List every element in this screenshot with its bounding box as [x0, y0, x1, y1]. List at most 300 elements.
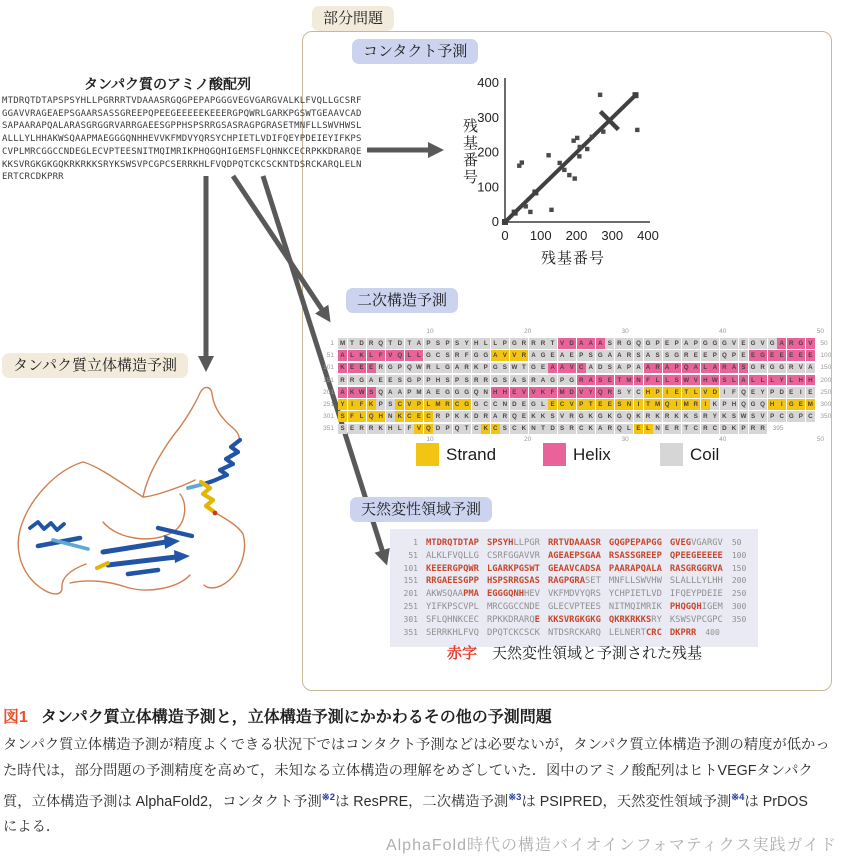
disorder-group: ALKLFVQLLG	[426, 550, 479, 561]
disorder-group: SPSYHLLPGR	[486, 538, 540, 548]
ss-cell: A	[558, 350, 567, 361]
ss-cell: D	[777, 387, 786, 398]
ss-cell: F	[729, 387, 738, 398]
ss-cell: S	[453, 338, 462, 349]
ss-cell: A	[586, 338, 595, 349]
alpha-helix-yellow	[201, 482, 213, 511]
ss-cell: E	[739, 338, 748, 349]
ss-cell: E	[663, 338, 672, 349]
ss-cell: T	[548, 338, 557, 349]
ss-cell: D	[567, 338, 576, 349]
disorder-group: AGEAEPSGAA	[547, 550, 601, 561]
ss-cell: Y	[338, 399, 347, 410]
ss-cell: C	[710, 424, 719, 435]
ss-cell: E	[414, 411, 423, 422]
ss-cell: G	[758, 350, 767, 361]
protein-ribbon-diagram	[8, 382, 268, 612]
ss-cell: T	[538, 424, 547, 435]
ss-cell: G	[443, 363, 452, 374]
ss-cell: P	[691, 338, 700, 349]
ss-cell: G	[701, 338, 710, 349]
ss-cell: G	[472, 399, 481, 410]
ss-cell: F	[462, 350, 471, 361]
sequence-line: ALLLYLHHAKWSQAAPMAEGGGQNHHEVVKFMDVYQRSYCHPIETLVDIFQEYPDEIEYIFKPS	[2, 134, 362, 145]
ss-cell: L	[395, 424, 404, 435]
ss-cell: E	[548, 350, 557, 361]
ss-cell: G	[462, 387, 471, 398]
ss-cell: Q	[720, 350, 729, 361]
ss-cell: S	[500, 363, 509, 374]
ss-cell: H	[768, 399, 777, 410]
ss-cell: P	[405, 387, 414, 398]
ss-cell: S	[749, 411, 758, 422]
ss-cell: K	[682, 411, 691, 422]
ss-cell: G	[710, 338, 719, 349]
disorder-group: QKRKRKKSRY	[608, 614, 662, 625]
ss-cell: Y	[462, 338, 471, 349]
ss-cell: W	[358, 388, 365, 396]
ss-cell: E	[806, 350, 815, 361]
ss-cell: P	[720, 399, 729, 410]
disorder-group: RRTVDAAASR	[547, 538, 601, 548]
ss-cell: S	[443, 375, 452, 386]
ss-cell: V	[558, 338, 567, 349]
disorder-table	[390, 529, 758, 647]
ss-cell: A	[338, 350, 347, 361]
ss-cell: R	[338, 375, 347, 386]
ss-cell: K	[729, 424, 738, 435]
ss-cell: L	[768, 375, 777, 386]
ss-cell: P	[577, 350, 586, 361]
ss-cell: G	[462, 399, 471, 410]
ss-cell: D	[596, 363, 605, 374]
ss-cell: C	[424, 411, 433, 422]
secondary-structure-grid	[318, 328, 832, 446]
ss-cell: M	[435, 400, 441, 408]
legend-swatch	[543, 443, 566, 466]
ss-cell: R	[644, 411, 653, 422]
svg-text:400: 400	[477, 75, 499, 90]
ss-cell: E	[605, 375, 614, 386]
ss-cell: A	[386, 387, 395, 398]
ss-cell: S	[433, 338, 442, 349]
ss-cell: P	[739, 424, 748, 435]
ss-cell: G	[453, 387, 462, 398]
ss-cell: Q	[376, 387, 385, 398]
ss-cell: R	[367, 424, 376, 435]
legend-label: Helix	[573, 444, 611, 464]
ss-cell: T	[615, 375, 624, 386]
disorder-group: SERRKHLFVQ	[426, 627, 479, 638]
disorder-group: RPKKDRARQE	[486, 614, 540, 625]
ss-cell: E	[796, 350, 805, 361]
ss-cell: P	[414, 399, 423, 410]
ss-ruler: 10 20 30 40 50	[426, 435, 824, 443]
ss-cell: S	[729, 411, 738, 422]
ss-cell: E	[348, 424, 357, 435]
ss-cell: G	[624, 338, 633, 349]
ss-cell: A	[395, 387, 404, 398]
disorder-group: PAARAPQALA	[608, 563, 662, 574]
ss-cell: A	[682, 338, 691, 349]
ss-cell: Q	[739, 387, 748, 398]
disorder-group: KEEERGPQWR	[426, 563, 479, 574]
ss-cell: R	[367, 338, 376, 349]
ss-row: 201 A K W S Q A A P M A E G G G Q N H H E V V K F M D V Y Q R S Y C H P I E T L V D I F Q E Y P D E I E 250	[323, 388, 832, 396]
svg-text:400: 400	[637, 228, 659, 243]
ss-cell: Q	[395, 350, 404, 361]
ss-cell: G	[615, 411, 624, 422]
ss-cell: G	[749, 399, 758, 410]
ss-cell: C	[634, 387, 643, 398]
ss-cell: P	[481, 363, 490, 374]
ss-cell: S	[605, 363, 614, 374]
ss-cell: K	[376, 424, 385, 435]
ss-cell: Q	[472, 387, 481, 398]
disorder-group: SFLQHNKCEC	[426, 614, 479, 625]
ss-cell: L	[491, 338, 500, 349]
caption-line: た時代は，部分問題の予測精度を高めて，未知なる立体構造の理解をめざしていた．図中のアミノ酸配列はヒトVEGFタンパク	[3, 762, 813, 779]
ss-cell: E	[663, 424, 672, 435]
ss-cell: E	[787, 387, 796, 398]
ss-cell: S	[605, 338, 614, 349]
ss-cell: P	[624, 363, 633, 374]
sequence-line: ERTCRCDKPRR	[2, 172, 64, 183]
ss-cell: A	[453, 363, 462, 374]
ss-cell: V	[701, 387, 710, 398]
disorder-row: 301 SFLQHNKCEC RPKKDRARQE KKSVRGKGKG QKRKRKKSRY KSWSVPCGPC 350	[403, 614, 747, 625]
legend-swatch	[416, 443, 439, 466]
disorder-group: MNFLLSWVHW	[608, 576, 662, 587]
ss-cell: H	[386, 424, 395, 435]
ss-cell: A	[586, 375, 595, 386]
ss-row: 301 S F L Q H N K C E C R P K K D R A R Q E K K S V R G K G K G Q K R K R K K S R Y K S W S V P C G P C 350	[323, 413, 832, 421]
disorder-group: AKWSQAAPMA	[426, 589, 479, 600]
ss-cell: K	[338, 363, 347, 374]
ss-cell: K	[367, 399, 376, 410]
ss-cell: P	[577, 399, 586, 410]
ss-cell: P	[376, 399, 385, 410]
ss-cell: S	[596, 375, 605, 386]
ss-cell: E	[605, 399, 614, 410]
disorder-row: 351 SERRKHLFVQ DPQTCKCSCK NTDSRCKARQ LELNERTCRC DKPRR 400	[403, 627, 720, 638]
ss-cell: E	[596, 399, 605, 410]
ss-cell: G	[749, 338, 758, 349]
ss-cell: L	[787, 375, 796, 386]
ss-cell: C	[472, 424, 481, 435]
svg-text:200: 200	[565, 228, 588, 243]
ss-cell: R	[672, 424, 681, 435]
ss-cell: E	[749, 387, 758, 398]
ss-cell: R	[519, 350, 528, 361]
disorder-row: 201 AKWSQAAPMA EGGGQNHHEV VKFMDVYQRS YCHPIETLVD IFQEYPDEIE 250	[403, 589, 747, 600]
ss-cell: G	[357, 375, 366, 386]
ss-cell: C	[405, 411, 414, 422]
ss-cell: G	[491, 375, 500, 386]
disorder-group: DKPRR	[669, 627, 697, 638]
ss-cell: G	[644, 338, 653, 349]
ss-cell: S	[386, 399, 395, 410]
ss-cell: M	[416, 388, 422, 396]
ss-cell: V	[577, 387, 586, 398]
ss-cell: M	[559, 388, 565, 396]
ss-cell: K	[672, 411, 681, 422]
legend-item-strand	[416, 443, 496, 466]
ss-cell: M	[626, 376, 632, 384]
ss-cell: G	[529, 363, 538, 374]
ss-cell: P	[453, 375, 462, 386]
ss-cell: C	[491, 424, 500, 435]
ss-cell: K	[538, 387, 547, 398]
ss-cell: M	[683, 400, 689, 408]
ss-cell: F	[405, 424, 414, 435]
ss-cell: H	[796, 375, 805, 386]
ss-cell: N	[481, 387, 490, 398]
ss-cell: V	[510, 350, 519, 361]
ss-cell: V	[796, 363, 805, 374]
ss-cell: D	[357, 338, 366, 349]
disorder-row: 51 ALKLFVQLLG CSRFGGAVVR AGEAEPSGAA RSASSGREEP QPEEGEEEEE 100	[408, 550, 747, 561]
ss-cell: C	[577, 363, 586, 374]
ss-cell: D	[567, 387, 576, 398]
ss-cell: D	[433, 424, 442, 435]
ss-cell: Y	[624, 387, 633, 398]
ss-cell: K	[472, 363, 481, 374]
ss-cell: E	[787, 350, 796, 361]
ss-cell: I	[663, 387, 672, 398]
ss-cell: E	[691, 350, 700, 361]
ss-cell: R	[443, 399, 452, 410]
ss-cell: I	[672, 399, 681, 410]
ss-cell: S	[634, 350, 643, 361]
ss-cell: T	[682, 387, 691, 398]
svg-text:200: 200	[477, 144, 499, 160]
ss-cell: E	[357, 363, 366, 374]
ss-cell: P	[414, 375, 423, 386]
ss-cell: T	[586, 399, 595, 410]
ss-cell: V	[758, 338, 767, 349]
amino-acid-sequence	[2, 95, 362, 184]
ss-cell: S	[367, 387, 376, 398]
ss-cell: Q	[424, 424, 433, 435]
ss-cell: L	[357, 411, 366, 422]
disorder-group: RSASSGREEP	[608, 550, 662, 561]
ss-cell: P	[395, 363, 404, 374]
ss-cell: E	[768, 350, 777, 361]
ss-cell: S	[615, 387, 624, 398]
ss-cell: Q	[405, 363, 414, 374]
ss-cell: H	[376, 411, 385, 422]
ss-cell: H	[472, 338, 481, 349]
ss-cell: A	[644, 363, 653, 374]
ss-cell: P	[672, 363, 681, 374]
ss-cell: T	[644, 399, 653, 410]
ss-cell: K	[710, 399, 719, 410]
disorder-group: LELNERTCRC	[608, 627, 662, 638]
ss-cell: L	[663, 375, 672, 386]
ss-cell: L	[424, 399, 433, 410]
ss-cell: A	[739, 375, 748, 386]
ss-cell: H	[491, 387, 500, 398]
ss-cell: A	[538, 375, 547, 386]
ss-row: 101 K E E E R G P Q W R L G A R K P G S W T G E A A V C A D S A P A A R A P Q A L A R A S G R G G R V A 150	[323, 364, 832, 372]
ss-row: 351 S E R R K H L F V Q D P Q T C K C S C K N T D S R C K A R Q L E L N E R T C R C D K P R R 395	[323, 425, 784, 433]
ss-cell: E	[777, 350, 786, 361]
beta-strand	[108, 557, 176, 565]
ss-cell: Q	[758, 399, 767, 410]
ss-cell: E	[519, 399, 528, 410]
ss-cell: K	[634, 411, 643, 422]
ss-cell: K	[720, 411, 729, 422]
ss-cell: D	[710, 387, 719, 398]
ss-cell: R	[481, 375, 490, 386]
alpha-helix-blue	[204, 440, 240, 484]
ss-cell: N	[624, 399, 633, 410]
ss-cell: A	[777, 338, 786, 349]
ss-cell: K	[529, 411, 538, 422]
ss-cell: L	[729, 375, 738, 386]
ss-cell: A	[596, 338, 605, 349]
ss-cell: S	[338, 411, 347, 422]
ss-cell: N	[500, 399, 509, 410]
structure-prediction-label: タンパク質立体構造予測	[2, 353, 188, 378]
ss-cell: V	[567, 363, 576, 374]
ss-cell: G	[529, 399, 538, 410]
ss-cell: A	[529, 350, 538, 361]
disorder-group: RAGPGRASET	[547, 576, 601, 587]
ss-cell: M	[807, 400, 813, 408]
ss-cell: E	[367, 363, 376, 374]
ss-cell: E	[348, 363, 357, 374]
ss-cell: A	[615, 363, 624, 374]
ss-cell: Y	[586, 387, 595, 398]
ss-cell: L	[367, 350, 376, 361]
ss-cell: L	[433, 363, 442, 374]
ss-cell: T	[405, 338, 414, 349]
ss-cell: K	[586, 411, 595, 422]
ss-cell: A	[691, 363, 700, 374]
disorder-group: RRGAEESGPP	[426, 576, 479, 587]
disorder-group: YIFKPSCVPL	[426, 601, 479, 612]
ss-cell: S	[739, 363, 748, 374]
ss-cell: R	[376, 363, 385, 374]
ss-cell: D	[395, 338, 404, 349]
disorder-group: YCHPIETLVD	[608, 589, 662, 600]
ss-cell: G	[424, 350, 433, 361]
ss-cell: S	[672, 375, 681, 386]
ss-cell: G	[596, 411, 605, 422]
ss-cell: V	[729, 338, 738, 349]
ss-cell: R	[538, 338, 547, 349]
ss-cell: P	[768, 411, 777, 422]
disorder-group: KSWSVPCGPC	[669, 614, 723, 625]
ss-cell: R	[472, 375, 481, 386]
ss-cell: G	[577, 411, 586, 422]
ss-cell: P	[653, 338, 662, 349]
ss-cell: G	[787, 411, 796, 422]
ss-cell: A	[806, 363, 815, 374]
sequence-line: GGAVVRAGEAEPSGAARSASSGREEPQPEEGEEEEEKEEERGPQWRLGARKPGSWTGEAAVCAD	[2, 108, 362, 119]
ss-cell: H	[701, 375, 710, 386]
ss-cell: R	[691, 399, 700, 410]
ss-cell: Q	[510, 411, 519, 422]
ss-cell: S	[663, 350, 672, 361]
ss-cell: P	[424, 375, 433, 386]
ss-cell: C	[558, 399, 567, 410]
ss-cell: L	[701, 363, 710, 374]
contact-map-plot	[448, 64, 688, 278]
ss-cell: M	[654, 400, 661, 408]
ss-cell: Q	[596, 387, 605, 398]
ss-cell: R	[567, 424, 576, 435]
ss-cell: R	[701, 424, 710, 435]
ss-cell: D	[510, 399, 519, 410]
ss-cell: L	[624, 424, 633, 435]
ss-cell: K	[348, 387, 357, 398]
ss-cell: K	[538, 411, 547, 422]
disorder-row: 1 MTDRQTDTAP SPSYHLLPGR RRTVDAAASR GQGPEPAPGG GVEGVGARGV 50	[413, 538, 742, 548]
ss-cell: G	[796, 338, 805, 349]
disorder-note-red: 赤字	[447, 645, 478, 662]
svg-text:0: 0	[501, 228, 509, 243]
ss-cell: A	[596, 424, 605, 435]
figure-caption-heading	[3, 704, 552, 727]
ss-cell: T	[519, 363, 528, 374]
ss-cell: I	[348, 399, 357, 410]
ss-cell: S	[395, 375, 404, 386]
ss-cell: R	[577, 375, 586, 386]
ss-cell: P	[796, 411, 805, 422]
disorder-row: 151 RRGAEESGPP HSPSRRGSAS RAGPGRASET MNFLLSWVHW SLALLLYLHH 200	[403, 576, 747, 587]
secondary-structure-label: 二次構造予測	[346, 288, 458, 313]
sequence-line: SAPAARAPQALARASGRGGRVARRGAEESGPPHSPSRRGSASRAGPGRASETMNFLLSWVHWSL	[2, 121, 362, 132]
ss-cell: G	[386, 363, 395, 374]
disorder-group: HSPSRRGSAS	[486, 576, 540, 587]
ss-cell: E	[806, 387, 815, 398]
ss-cell: K	[653, 411, 662, 422]
ss-cell: C	[510, 424, 519, 435]
legend-label: Strand	[446, 444, 497, 464]
legend-label: Coil	[690, 444, 720, 464]
ss-cell: A	[558, 363, 567, 374]
sequence-title: タンパク質のアミノ酸配列	[84, 76, 252, 92]
ss-cell: T	[682, 424, 691, 435]
ss-cell: S	[500, 424, 509, 435]
ss-cell: R	[481, 411, 490, 422]
ss-cell: A	[367, 375, 376, 386]
sequence-line: MTDRQTDTAPSPSYHLLPGRRRTVDAAASRGQGPEPAPGGGVEGVGARGVALKLFVQLLGCSRF	[2, 96, 362, 106]
c-terminus-tip	[213, 511, 218, 516]
ss-cell: G	[472, 350, 481, 361]
ss-cell: Q	[634, 338, 643, 349]
ss-cell: K	[395, 411, 404, 422]
ss-cell: G	[491, 363, 500, 374]
ss-cell: F	[548, 387, 557, 398]
sequence-line: KKSVRGKGKGQKRKRKKSRYKSWSVPCGPCSERRKHLFVQDPQTCKCSCKNTDSRCKARQLELN	[2, 159, 362, 170]
ss-cell: Q	[624, 411, 633, 422]
disorder-group: SLALLLYLHH	[669, 576, 723, 587]
ss-cell: R	[605, 424, 614, 435]
ss-cell: G	[548, 375, 557, 386]
ss-cell: L	[538, 399, 547, 410]
ss-cell: I	[701, 399, 710, 410]
ss-cell: R	[624, 350, 633, 361]
ss-cell: K	[481, 424, 490, 435]
ss-cell: F	[357, 399, 366, 410]
disorder-group: PHQGQHIGEM	[669, 601, 723, 612]
ss-cell: R	[529, 375, 538, 386]
ss-cell: C	[777, 411, 786, 422]
